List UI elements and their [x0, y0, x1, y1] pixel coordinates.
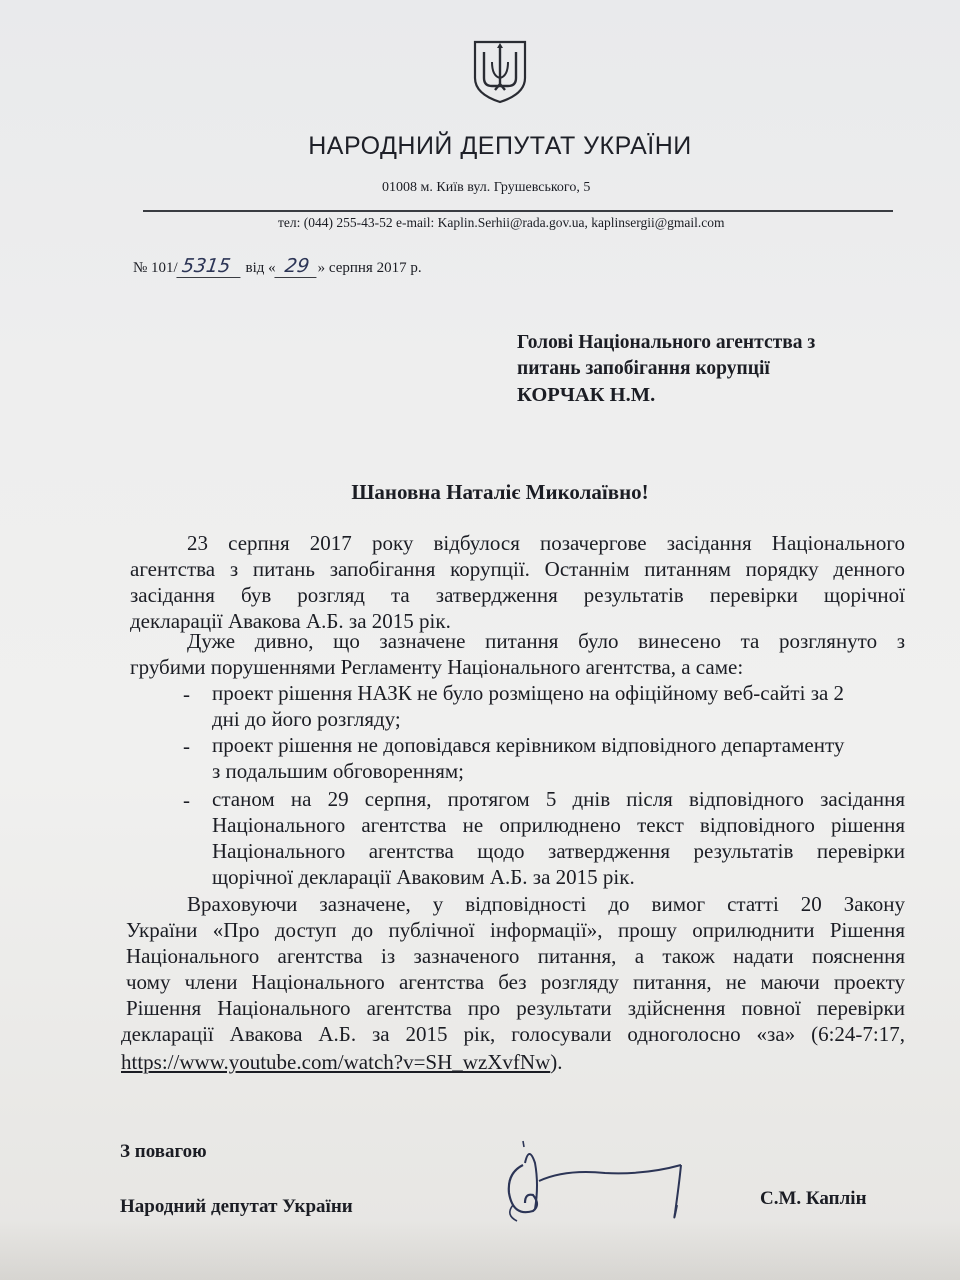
registration-suffix: » серпня 2017 р. [317, 260, 422, 276]
body-line: Рішення Національного агентства про результати здійснення повної перевірки [126, 996, 905, 1020]
bullet-line: проект рішення НАЗК не було розміщено на офіційному веб-сайті за 2 [212, 681, 845, 705]
handwritten-signature [495, 1135, 705, 1230]
body-line: декларації Авакова А.Б. за 2015 рік, голосували одноголосно «за» (6:24-7:17, [121, 1022, 905, 1046]
addressee-line-2: питань запобігання корупції [517, 358, 770, 379]
registration-from: від « [245, 260, 276, 276]
trident-emblem-icon [469, 38, 531, 104]
body-line: грубими порушеннями Регламенту Національного агентства, а саме: [130, 655, 744, 679]
bullet-line: станом на 29 серпня, протягом 5 днів після відповідного засідання [212, 787, 905, 811]
bullet-line: з подальшим обговоренням; [212, 759, 464, 783]
bullet-line: дні до його розгляду; [212, 707, 401, 731]
bullet-line: щорічної декларації Аваковим А.Б. за 2015 рік. [212, 865, 635, 889]
body-line: 23 серпня 2017 року відбулося позачергове засідання Національного [187, 531, 905, 555]
letterhead-divider [143, 210, 893, 212]
registration-line [133, 255, 422, 278]
letterhead-address: 01008 м. Київ вул. Грушевського, 5 [382, 180, 591, 195]
bullet-dash: - [183, 734, 190, 758]
addressee-line-1: Голові Національного агентства з [517, 332, 816, 353]
letterhead-title: НАРОДНИЙ ДЕПУТАТ УКРАЇНИ [308, 132, 692, 160]
body-line: Національного агентства із зазначеного питання, а також надати пояснення [126, 944, 905, 968]
body-line: Враховуючи зазначене, у відповідності до вимог статті 20 Закону [187, 892, 905, 916]
closing-regards: З повагою [120, 1141, 207, 1162]
bullet-line: проект рішення не доповідався керівником відповідного департаменту [212, 733, 845, 757]
addressee-block [517, 330, 815, 408]
body-line: агентства з питань запобігання корупції. Останнім питанням порядку денного [130, 557, 905, 581]
letterhead-contacts: тел: (044) 255-43-52 e-mail: Kaplin.Serhii@rada.gov.ua, kaplinsergii@gmail.com [278, 215, 725, 230]
youtube-link[interactable]: https://www.youtube.com/watch?v=SH_wzXvfNw [121, 1050, 551, 1074]
page-shadow [0, 1220, 960, 1280]
closing-signatory: С.М. Каплін [760, 1188, 867, 1209]
closing-position: Народний депутат України [120, 1196, 353, 1217]
bullet-dash: - [183, 682, 190, 706]
registration-number: 5315 [176, 255, 243, 278]
registration-day: 29 [274, 255, 319, 278]
registration-prefix: № 101/ [133, 260, 178, 276]
body-line: України «Про доступ до публічної інформації», прошу оприлюднити Рішення [126, 918, 905, 942]
body-line: засідання був розгляд та затвердження результатів перевірки щорічної [130, 583, 905, 607]
body-line: чому члени Національного агентства без розгляду питання, не маючи проекту [126, 970, 905, 994]
bullet-dash: - [183, 788, 190, 812]
bullet-line: Національного агентства щодо затвердження результатів перевірки [212, 839, 905, 863]
body-line: Дуже дивно, що зазначене питання було винесено та розглянуто з [187, 629, 905, 653]
greeting: Шановна Наталіє Миколаївно! [351, 480, 649, 504]
body-line-last [121, 1049, 563, 1075]
bullet-line: Національного агентства не оприлюднено текст відповідного рішення [212, 813, 905, 837]
body-line: декларації Авакова А.Б. за 2015 рік. [130, 609, 451, 633]
link-tail: ). [550, 1050, 563, 1074]
addressee-name: КОРЧАК Н.М. [517, 384, 656, 406]
